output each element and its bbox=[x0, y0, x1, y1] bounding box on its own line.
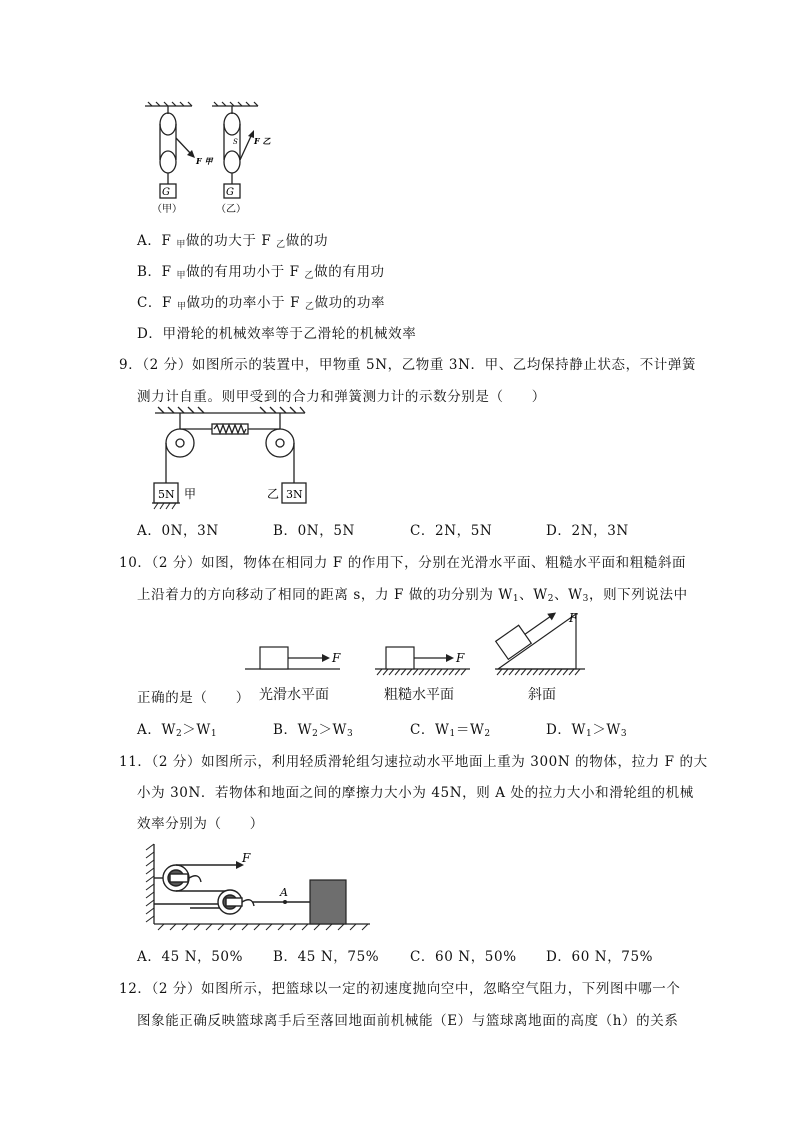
force-f-label: F bbox=[242, 851, 251, 865]
q8-option-b[interactable]: B．F $_甲$做的有用功小于 F $_乙$做的有用功 bbox=[137, 264, 385, 281]
q10-stem-line2: 上沿着力的方向移动了相同的距离 s，力 F 做的功分别为 $W_1$、$W_2$、$W_3$，则下列说法中 bbox=[137, 587, 688, 604]
q10-option-d[interactable]: D．$W_1>W_3$ bbox=[546, 722, 628, 739]
object-block bbox=[310, 880, 346, 924]
q11-option-d[interactable]: D．60 N，75% bbox=[546, 949, 654, 965]
ceiling-right bbox=[212, 102, 258, 106]
caption-yi: （乙） bbox=[216, 204, 246, 215]
ceiling-left bbox=[145, 102, 192, 106]
force-f-smooth: F bbox=[332, 651, 341, 665]
q9-spring-figure bbox=[150, 405, 310, 513]
pulley-set-yi bbox=[224, 106, 252, 198]
q10-option-b[interactable]: B．$W_2>W_3$ bbox=[273, 722, 354, 739]
block-yi-name: 乙 bbox=[267, 487, 280, 501]
block-jia-name: 甲 bbox=[184, 487, 197, 501]
q10-stem-line3: 正确的是（ ） bbox=[137, 690, 250, 706]
q11-option-b[interactable]: B．45 N，75% bbox=[273, 949, 380, 965]
block-yi-weight: 3N bbox=[286, 488, 303, 501]
force-f-slope: F bbox=[569, 612, 578, 625]
q8-option-c[interactable]: C．F $_甲$做功的功率小于 F $_乙$做功的功率 bbox=[137, 295, 386, 312]
q8-pulley-figure bbox=[140, 100, 290, 225]
q11-stem-line3: 效率分别为（ ） bbox=[137, 816, 264, 832]
force-f-rough: F bbox=[456, 651, 465, 665]
q10-option-a[interactable]: A．$W_2>W_1$ bbox=[137, 722, 218, 739]
force-label-yi: F 乙 bbox=[254, 136, 271, 146]
q11-pulley-block-figure bbox=[140, 840, 380, 936]
block-jia-weight: 5N bbox=[158, 488, 175, 501]
q9-option-a[interactable]: A．0N，3N bbox=[137, 523, 219, 539]
q8-option-a[interactable]: A．F $_甲$做的功大于 F $_乙$做的功 bbox=[137, 233, 329, 250]
q8-option-d[interactable]: D．甲滑轮的机械效率等于乙滑轮的机械效率 bbox=[137, 326, 417, 342]
caption-rough-surface: 粗糙水平面 bbox=[384, 687, 454, 703]
q9-option-c[interactable]: C．2N，5N bbox=[410, 523, 493, 539]
force-label-jia: F 甲 bbox=[196, 156, 213, 166]
q11-stem-line1: 11．（2 分）如图所示，利用轻质滑轮组匀速拉动水平地面上重为 300N 的物体，拉力 F 的大 bbox=[119, 754, 708, 770]
q9-stem-line2: 测力计自重。则甲受到的合力和弹簧测力计的示数分别是（ ） bbox=[137, 389, 546, 405]
q11-option-a[interactable]: A．45 N，50% bbox=[137, 949, 244, 965]
q12-stem-line2: 图象能正确反映篮球离手后至落回地面前机械能（E）与篮球离地面的高度（h）的关系 bbox=[137, 1013, 679, 1029]
caption-jia: （甲） bbox=[152, 204, 182, 215]
q11-option-c[interactable]: C．60 N，50% bbox=[410, 949, 517, 965]
weight-label-jia: G bbox=[162, 187, 170, 198]
point-a-label: A bbox=[280, 886, 288, 899]
caption-slope: 斜面 bbox=[528, 687, 556, 703]
pulley-set-jia bbox=[160, 106, 192, 198]
q10-option-c[interactable]: C．$W_1=W_2$ bbox=[410, 722, 491, 739]
q11-stem-line2: 小为 30N．若物体和地面之间的摩擦力大小为 45N，则 A 处的拉力大小和滑轮组的机械 bbox=[137, 785, 694, 801]
q9-stem-line1: 9．（2 分）如图所示的装置中，甲物重 5N，乙物重 3N．甲、乙均保持静止状态，不计弹簧 bbox=[119, 357, 697, 373]
q12-stem-line1: 12．（2 分）如图所示，把篮球以一定的初速度抛向空中，忽略空气阻力，下列图中哪一个 bbox=[119, 981, 681, 997]
q9-option-d[interactable]: D．2N，3N bbox=[546, 523, 629, 539]
s-label: S bbox=[233, 138, 238, 146]
q10-stem-line1: 10．（2 分）如图，物体在相同力 F 的作用下，分别在光滑水平面、粗糙水平面和粗糙斜面 bbox=[119, 555, 687, 571]
weight-label-yi: G bbox=[226, 187, 234, 198]
q9-option-b[interactable]: B．0N，5N bbox=[273, 523, 355, 539]
caption-smooth-surface: 光滑水平面 bbox=[259, 687, 329, 703]
